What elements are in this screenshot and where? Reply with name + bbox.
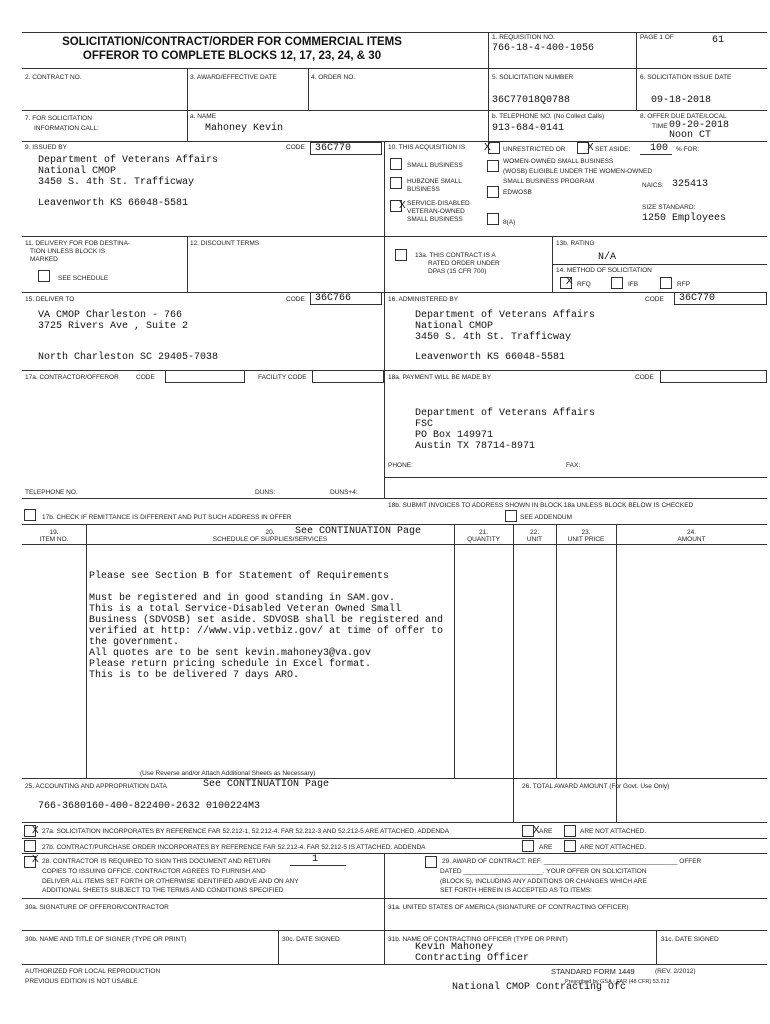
- unrestricted-check-mark: X: [484, 142, 491, 153]
- 27a-label: 27a. SOLICITATION INCORPORATES BY REFERENCE FAR 52.212-1, 52.212-4. FAR 52.212-3 AND 52.212-5 ARE ATTACHED. ADDENDA: [42, 828, 450, 835]
- 28-label-2: COPIES TO ISSUING OFFICE. CONTRACTOR AGREES TO FURNISH AND: [42, 868, 266, 875]
- return-copies[interactable]: 1: [312, 854, 319, 865]
- issued-by-line-2: National CMOP: [38, 166, 117, 177]
- small-business-label: SMALL BUSINESS: [407, 162, 463, 169]
- issued-by-line-1: Department of Veterans Affairs: [38, 155, 219, 166]
- issue-date[interactable]: 09-18-2018: [651, 95, 712, 106]
- form-title-line-2: OFFEROR TO COMPLETE BLOCKS 12, 17, 23, 24, & 30: [82, 50, 382, 62]
- sdvosb-label-3: SMALL BUSINESS: [407, 216, 463, 223]
- amount-header: AMOUNT: [677, 536, 706, 543]
- 27a-not-attached-checkbox[interactable]: [564, 825, 576, 837]
- contact-name-label: a. NAME: [190, 113, 217, 120]
- see-schedule-checkbox[interactable]: [38, 270, 50, 282]
- size-standard-label: SIZE STANDARD:: [642, 204, 696, 211]
- footer-standard-form: STANDARD FORM 1449: [551, 967, 635, 976]
- award-date-label: 3. AWARD/EFFECTIVE DATE: [190, 74, 277, 81]
- deliver-to-code[interactable]: 36C766: [315, 293, 352, 304]
- contractor-code-field[interactable]: [165, 370, 245, 383]
- accounting-data[interactable]: 766-3680160-400-822400-2632 0100224M3: [38, 801, 261, 812]
- hubzone-label-2: BUSINESS: [407, 186, 440, 193]
- schedule-description: [89, 571, 449, 681]
- supplies-services-number: 20.: [265, 529, 275, 536]
- footer-previous-edition: PREVIOUS EDITION IS NOT USABLE: [25, 978, 138, 985]
- 28-label-1: 28. CONTRACTOR IS REQUIRED TO SIGN THIS DOCUMENT AND RETURN: [42, 858, 271, 865]
- facility-code-label: FACILITY CODE: [258, 374, 307, 381]
- deliver-to-code-label: CODE: [286, 296, 305, 303]
- item-no-number: 19.: [49, 529, 59, 536]
- schedule-line: Please see Section B for Statement of Requirements: [89, 571, 390, 582]
- 31c-label: 31c. DATE SIGNED: [661, 936, 719, 943]
- payment-code-label: CODE: [635, 374, 654, 381]
- schedule-line: Please return pricing schedule in Excel format.: [89, 659, 372, 670]
- duns4-label: DUNS+4:: [330, 489, 358, 496]
- issued-by-line-4: Leavenworth KS 66048-5581: [38, 198, 189, 209]
- 30c-label: 30c. DATE SIGNED: [282, 936, 340, 943]
- 29-label-4: SET FORTH HEREIN IS ACCEPTED AS TO ITEMS:: [440, 887, 592, 894]
- rating-value[interactable]: N/A: [598, 252, 617, 263]
- unit-price-number: 23.: [581, 529, 591, 536]
- quantity-header: QUANTITY: [467, 536, 500, 543]
- payment-phone-label: PHONE:: [388, 462, 413, 469]
- page-total: 61: [712, 35, 725, 46]
- rated-order-checkbox[interactable]: [395, 249, 407, 261]
- sdvosb-label-2: VETERAN-OWNED: [407, 208, 465, 215]
- 27b-not-attached-label: ARE NOT ATTACHED.: [580, 844, 647, 851]
- rfp-label: RFP: [677, 281, 690, 288]
- schedule-line: Must be registered and in good standing in SAM.gov.: [89, 593, 396, 604]
- deliver-to-line-3: North Charleston SC 29405-7038: [38, 352, 219, 363]
- ifb-label: IFB: [628, 281, 639, 288]
- schedule-line: [89, 582, 449, 593]
- set-aside-percent[interactable]: 100: [650, 143, 669, 154]
- 30a-label: 30a. SIGNATURE OF OFFEROR/CONTRACTOR: [25, 904, 169, 911]
- wosb-label-2: (WOSB) ELIGIBLE UNDER THE WOMEN-OWNED: [503, 168, 653, 175]
- offer-due-date[interactable]: 09-20-2018: [669, 120, 730, 131]
- issued-by-line-3: 3450 S. 4th St. Trafficway: [38, 177, 195, 188]
- schedule-continuation-note: See CONTINUATION Page: [295, 526, 422, 537]
- item-no-header: ITEM NO.: [39, 536, 69, 543]
- solicitation-number-label: 5. SOLICITATION NUMBER: [492, 74, 574, 81]
- issue-date-label: 6. SOLICITATION ISSUE DATE: [640, 74, 732, 81]
- contact-name[interactable]: Mahoney Kevin: [205, 123, 284, 134]
- small-business-checkbox[interactable]: [390, 158, 402, 170]
- accounting-continuation-note: See CONTINUATION Page: [203, 779, 330, 790]
- footer-office: National CMOP Contracting Ofc: [452, 982, 627, 993]
- rfq-check-mark: X: [566, 276, 573, 287]
- payment-line-1: Department of Veterans Affairs: [415, 408, 596, 419]
- time-label: TIME: [652, 123, 668, 130]
- rfq-label: RFQ: [577, 281, 591, 288]
- administered-by-code[interactable]: 36C770: [679, 293, 716, 304]
- naics-label: NAICS:: [642, 182, 664, 189]
- administered-by-line-4: Leavenworth KS 66048-5581: [415, 352, 566, 363]
- naics-code[interactable]: 325413: [672, 179, 709, 190]
- 28-label-3: DELIVER ALL ITEMS SET FORTH OR OTHERWISE IDENTIFIED ABOVE AND ON ANY: [42, 878, 299, 885]
- page-label: PAGE 1 OF: [640, 34, 674, 41]
- edwosb-checkbox[interactable]: [487, 186, 499, 198]
- method-label: 14. METHOD OF SOLICITATION: [556, 267, 652, 274]
- 27b-are-label: ARE: [539, 844, 553, 851]
- remittance-checkbox[interactable]: [24, 509, 36, 521]
- payment-fax-label: FAX:: [566, 462, 581, 469]
- schedule-line: verified at http: //www.vip.vetbiz.gov/ at time of offer to: [89, 626, 444, 637]
- 27b-not-attached-checkbox[interactable]: [564, 840, 576, 852]
- administered-by-line-3: 3450 S. 4th St. Trafficway: [415, 332, 572, 343]
- duns-label: DUNS:: [255, 489, 276, 496]
- delivery-fob-label-3: MARKED: [30, 256, 58, 263]
- footer-revision: (REV. 2/2012): [655, 968, 696, 975]
- schedule-line: All quotes are to be sent kevin.mahoney3@va.gov: [89, 648, 372, 659]
- delivery-fob-label-1: 11. DELIVERY FOR FOB DESTINA-: [25, 240, 131, 247]
- hubzone-label-1: HUBZONE SMALL: [407, 178, 462, 185]
- order-no-label: 4. ORDER NO.: [311, 74, 356, 81]
- quantity-number: 21.: [478, 529, 489, 536]
- 27a-check-mark: X: [32, 825, 39, 836]
- issued-by-code-label: CODE: [286, 144, 305, 151]
- unit-number: 22.: [529, 529, 540, 536]
- 27a-are-check-mark: X: [533, 825, 540, 836]
- facility-code-field[interactable]: [312, 370, 384, 383]
- administered-by-line-2: National CMOP: [415, 321, 494, 332]
- 29-label-3: (BLOCK 5), INCLUDING ANY ADDITIONS OR CHANGES WHICH ARE: [440, 878, 647, 885]
- rating-label: 13b. RATING: [556, 240, 595, 247]
- issued-by-code[interactable]: 36C770: [315, 143, 352, 154]
- schedule-line: This is a total Service-Disabled Veteran Owned Small: [89, 604, 402, 615]
- payment-line-4: Austin TX 78714-8971: [415, 441, 536, 452]
- offer-due-time[interactable]: Noon CT: [669, 130, 712, 141]
- 30b-label: 30b. NAME AND TITLE OF SIGNER (TYPE OR PRINT): [25, 936, 187, 943]
- 27b-label: 27b. CONTRACT/PURCHASE ORDER INCORPORATES BY REFERENCE FAR 52.212-4. FAR 52.212-5 IS ATTACHED. ADDENDA: [42, 844, 426, 851]
- schedule-footnote: (Use Reverse and/or Attach Additional Sheets as Necessary): [140, 770, 316, 777]
- telephone-number[interactable]: 913-684-0141: [492, 123, 565, 134]
- 29-label-1: 29. AWARD OF CONTRACT: REF. _____________________________________ OFFER: [442, 858, 702, 865]
- issued-by-label: 9. ISSUED BY: [25, 144, 67, 151]
- see-addendum-label: SEE ADDENDUM: [520, 514, 573, 521]
- schedule-line: Business (SDVOSB) set aside. SDVOSB shall be registered and: [89, 615, 444, 626]
- wosb-label-1: WOMEN-OWNED SMALL BUSINESS: [503, 158, 614, 165]
- unit-price-header: UNIT PRICE: [567, 536, 605, 543]
- edwosb-label: EDWOSB: [503, 189, 532, 196]
- submit-invoices-label: 18b. SUBMIT INVOICES TO ADDRESS SHOWN IN BLOCK 18a UNLESS BLOCK BELOW IS CHECKED: [388, 502, 694, 509]
- administered-by-label: 16. ADMINISTERED BY: [388, 296, 459, 303]
- acquisition-label: 10. THIS ACQUISITION IS: [388, 144, 466, 151]
- wosb-label-3: SMALL BUSINESS PROGRAM: [503, 178, 595, 185]
- 27b-are-checkbox[interactable]: [522, 840, 534, 852]
- 28-check-mark: X: [32, 854, 39, 865]
- sdvosb-label-1: SERVICE-DISABLED: [407, 200, 470, 207]
- 28-label-4: ADDITIONAL SHEETS SUBJECT TO THE TERMS AND CONDITIONS SPECIFIED: [42, 887, 284, 894]
- see-addendum-checkbox[interactable]: [505, 510, 517, 522]
- requisition-number[interactable]: 766-18-4-400-1056: [492, 43, 595, 54]
- deliver-to-label: 15. DELIVER TO: [25, 296, 75, 303]
- deliver-to-line-2: 3725 Rivers Ave , Suite 2: [38, 321, 189, 332]
- schedule-line: the government.: [89, 637, 180, 648]
- 27a-are-label: ARE: [539, 828, 553, 835]
- 29-checkbox[interactable]: [425, 856, 437, 868]
- footer-prescribed-by: Prescribed by GSA - FAR (48 CFR) 53.212: [565, 979, 670, 985]
- delivery-fob-label-2: TION UNLESS BLOCK IS: [30, 248, 106, 255]
- deliver-to-line-1: VA CMOP Charleston - 766: [38, 310, 183, 321]
- footer-authorized: AUTHORIZED FOR LOCAL REPRODUCTION: [25, 968, 161, 975]
- amount-number: 24.: [686, 529, 697, 536]
- size-standard[interactable]: 1250 Employees: [642, 213, 727, 224]
- info-call-label-2: INFORMATION CALL:: [34, 125, 99, 132]
- 29-label-2: DATED ______________________. YOUR OFFER ON SOLICITATION: [440, 868, 647, 875]
- unrestricted-label: UNRESTRICTED OR: [503, 146, 566, 153]
- contractor-telephone-label: TELEPHONE NO.: [25, 489, 78, 496]
- requisition-label: 1. REQUISITION NO.: [492, 34, 555, 41]
- set-aside-check-mark: X: [587, 142, 594, 153]
- supplies-services-header: SCHEDULE OF SUPPLIES/SERVICES: [212, 536, 328, 543]
- payment-line-2: FSC: [415, 419, 434, 430]
- 31a-label: 31a. UNITED STATES OF AMERICA (SIGNATURE OF CONTRACTING OFFICER): [388, 904, 629, 911]
- set-aside-label: SET ASIDE:: [595, 146, 631, 153]
- rated-order-label-1: 13a. THIS CONTRACT IS A: [415, 252, 496, 259]
- rfp-checkbox[interactable]: [660, 277, 672, 289]
- 31b-label: 31b. NAME OF CONTRACTING OFFICER (TYPE OR PRINT): [388, 936, 568, 943]
- rated-order-label-3: DPAS (15 CFR 700): [428, 268, 487, 275]
- contractor-code-label: CODE: [136, 374, 155, 381]
- payment-line-3: PO Box 149971: [415, 430, 494, 441]
- telephone-label: b. TELEPHONE NO. (No Collect Calls): [492, 113, 605, 120]
- eight-a-label: 8(A): [503, 219, 516, 226]
- contract-no-label: 2. CONTRACT NO.: [25, 74, 82, 81]
- contracting-officer-name[interactable]: Kevin Mahoney: [415, 942, 494, 953]
- percent-for-label: % FOR:: [676, 146, 700, 153]
- unit-header: UNIT: [526, 536, 543, 543]
- eight-a-checkbox[interactable]: [487, 213, 499, 225]
- payment-label: 18a. PAYMENT WILL BE MADE BY: [388, 374, 492, 381]
- discount-terms-label: 12. DISCOUNT TERMS: [190, 240, 260, 247]
- contractor-label: 17a. CONTRACTOR/OFFEROR: [25, 374, 119, 381]
- hubzone-checkbox[interactable]: [390, 177, 402, 189]
- see-schedule-label: SEE SCHEDULE: [58, 275, 109, 282]
- payment-code-field[interactable]: [660, 370, 767, 383]
- sdvosb-check-mark: X: [399, 200, 406, 211]
- 27b-checkbox[interactable]: [24, 840, 36, 852]
- offer-due-label: 8. OFFER DUE DATE/LOCAL: [640, 113, 727, 120]
- total-award-label: 26. TOTAL AWARD AMOUNT (For Govt. Use Only): [522, 783, 670, 790]
- info-call-label-1: 7. FOR SOLICITATION: [25, 115, 92, 122]
- accounting-label: 25. ACCOUNTING AND APPROPRIATION DATA: [25, 783, 167, 790]
- ifb-checkbox[interactable]: [611, 277, 623, 289]
- contracting-officer-title[interactable]: Contracting Officer: [415, 953, 530, 964]
- schedule-line: This is to be delivered 7 days ARO.: [89, 670, 300, 681]
- 27a-not-attached-label: ARE NOT ATTACHED.: [580, 828, 647, 835]
- rated-order-label-2: RATED ORDER UNDER: [428, 260, 500, 267]
- remittance-label: 17b. CHECK IF REMITTANCE IS DIFFERENT AND PUT SUCH ADDRESS IN OFFER: [42, 514, 292, 521]
- administered-by-code-label: CODE: [645, 296, 664, 303]
- wosb-checkbox[interactable]: [487, 160, 499, 172]
- form-title-line-1: SOLICITATION/CONTRACT/ORDER FOR COMMERCIAL ITEMS: [62, 36, 402, 48]
- solicitation-number[interactable]: 36C77018Q0788: [492, 95, 571, 106]
- administered-by-line-1: Department of Veterans Affairs: [415, 310, 596, 321]
